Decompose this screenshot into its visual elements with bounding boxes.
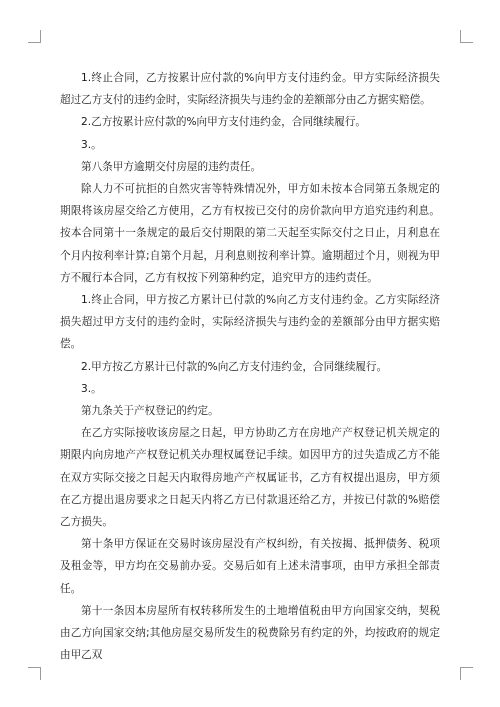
paragraph-clause-8-option-3: 3.。 [81, 382, 102, 395]
crop-mark-bottom-left [28, 667, 41, 680]
paragraph-clause-8-option-1: 1.终止合同，甲方按乙方累计已付款的%向乙方支付违约金。乙方实际经济损失超过甲方支付的违约金时，实际经济损失与违约金的差额部分由甲方据实赔偿。 [60, 294, 440, 351]
paragraph-clause-7-option-3: 3.。 [81, 138, 102, 151]
crop-mark-top-left [28, 30, 41, 43]
paragraph-clause-8-body: 除人力不可抗拒的自然灾害等特殊情况外，甲方如未按本合同第五条规定的期限将该房屋交给乙方使用，乙方有权按已交付的房价款向甲方追究违约利息。按本合同第十一条规定的最后交付期限的第二天起至实际交付之日止，月利息在个月内按利率计算;自第个月起，月利息则按利率计算。逾期超过个月，则视为甲方不履行本合同，乙方有权按下列第种约定，追究甲方的违约责任。 [60, 183, 440, 284]
paragraph-clause-8-heading: 第八条甲方逾期交付房屋的违约责任。 [81, 160, 262, 173]
paragraph-clause-8-option-2: 2.甲方按乙方累计已付款的%向乙方支付违约金，合同继续履行。 [81, 360, 388, 373]
crop-mark-bottom-right [460, 667, 473, 680]
paragraph-clause-11: 第十一条因本房屋所有权转移所发生的土地增值税由甲方向国家交纳，契税由乙方向国家交纳;其他房屋交易所发生的税费除另有约定的外，均按政府的规定由甲乙双 [60, 604, 440, 662]
crop-mark-top-right [460, 30, 473, 43]
paragraph-clause-7-option-2: 2.乙方按累计应付款的%向甲方支付违约金，合同继续履行。 [81, 116, 367, 129]
paragraph-clause-10: 第十条甲方保证在交易时该房屋没有产权纠纷，有关按揭、抵押债务、税项及租金等，甲方均在交易前办妥。交易后如有上述未清事项，由甲方承担全部责任。 [60, 538, 440, 595]
paragraph-clause-9-body: 在乙方实际接收该房屋之日起，甲方协助乙方在房地产产权登记机关规定的期限内向房地产产权登记机关办理权属登记手续。如因甲方的过失造成乙方不能在双方实际交接之日起天内取得房地产产权属证书，乙方有权提出退房，甲方须在乙方提出退房要求之日起天内将乙方已付款退还给乙方，并按已付款的%赔偿乙方损失。 [60, 427, 440, 529]
document-body [60, 67, 440, 666]
paragraph-clause-7-option-1: 1.终止合同，乙方按累计应付款的%向甲方支付违约金。甲方实际经济损失超过乙方支付的违约金时，实际经济损失与违约金的差额部分由乙方据实赔偿。 [60, 72, 440, 107]
paragraph-clause-9-heading: 第九条关于产权登记的约定。 [81, 405, 219, 418]
